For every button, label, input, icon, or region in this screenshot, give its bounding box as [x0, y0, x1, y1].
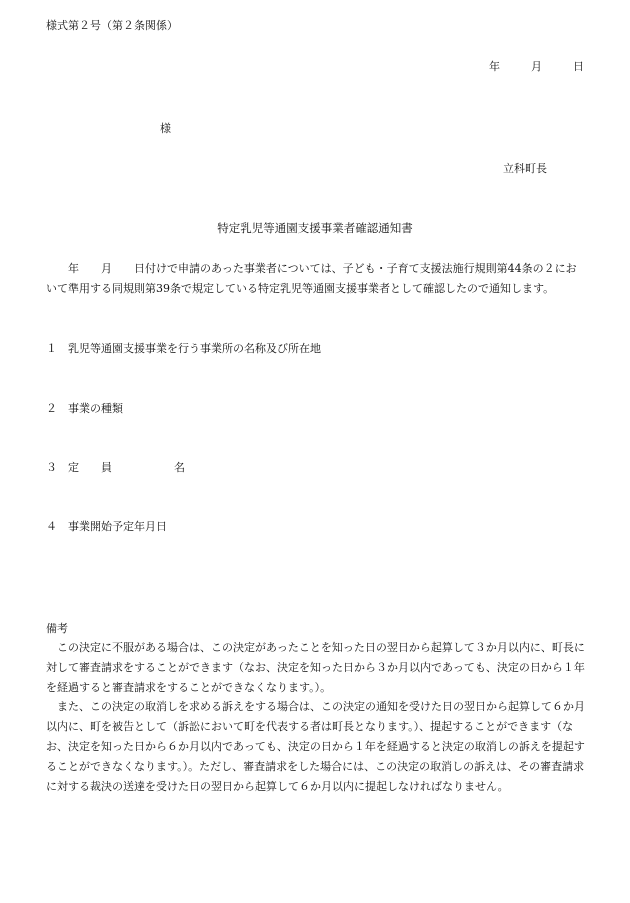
item-1 [46, 340, 321, 356]
item-number: ２ [46, 402, 57, 415]
date-month: 月 [531, 60, 542, 73]
item-number: １ [46, 342, 57, 355]
document-title: 特定乳児等通園支援事業者確認通知書 [217, 221, 413, 235]
item-number: ３ [46, 461, 57, 474]
remark-paragraph-1: この決定に不服がある場合は、この決定があったことを知った日の翌日から起算して３か月以内に、町長に対して審査請求をすることができます（なお、決定を知った日から３か月以内であっても、決定の日から１年を経過すると審査請求をすることができなくなります。）。 [46, 641, 585, 694]
item-3 [46, 459, 185, 475]
item-4 [46, 518, 167, 534]
item-label: 乳児等通園支援事業を行う事業所の名称及び所在地 [68, 342, 321, 355]
date-year: 年 [489, 60, 500, 73]
remarks-heading: 備考 [46, 622, 68, 635]
item-label: 事業開始予定年月日 [68, 520, 167, 533]
item-2 [46, 400, 123, 416]
date-day: 日 [573, 60, 584, 73]
item-label: 事業の種類 [68, 402, 123, 415]
addressee: 様 [160, 122, 171, 135]
form-number: 様式第２号（第２条関係） [46, 19, 178, 32]
issuer: 立科町長 [503, 162, 547, 175]
item-number: ４ [46, 520, 57, 533]
remark-paragraph-2: また、この決定の取消しを求める訴えをする場合は、この決定の通知を受けた日の翌日から起算して６か月以内に、町を被告として（訴訟において町を代表する者は町長となります。）、提起することができます（なお、決定を知った日から６か月以内であっても、決定の日から１年を経過すると決定の取消しの訴えを提起することができなくなります。）。ただし、審査請求をした場合には、この決定の取消しの訴えは、その審査請求に対する裁決の送達を受けた日の翌日から起算して６か月以内に提起しなければなりません。 [46, 700, 585, 793]
date-line [489, 58, 584, 74]
item-label: 定 員 [68, 461, 112, 474]
item-suffix: 名 [174, 461, 185, 474]
intro-paragraph: 年 月 日付けで申請のあった事業者については、子ども・子育て支援法施行規則第44条の２において準用する同規則第39条で規定している特定乳児等通園支援事業者として確認したので通知します。 [46, 262, 577, 295]
